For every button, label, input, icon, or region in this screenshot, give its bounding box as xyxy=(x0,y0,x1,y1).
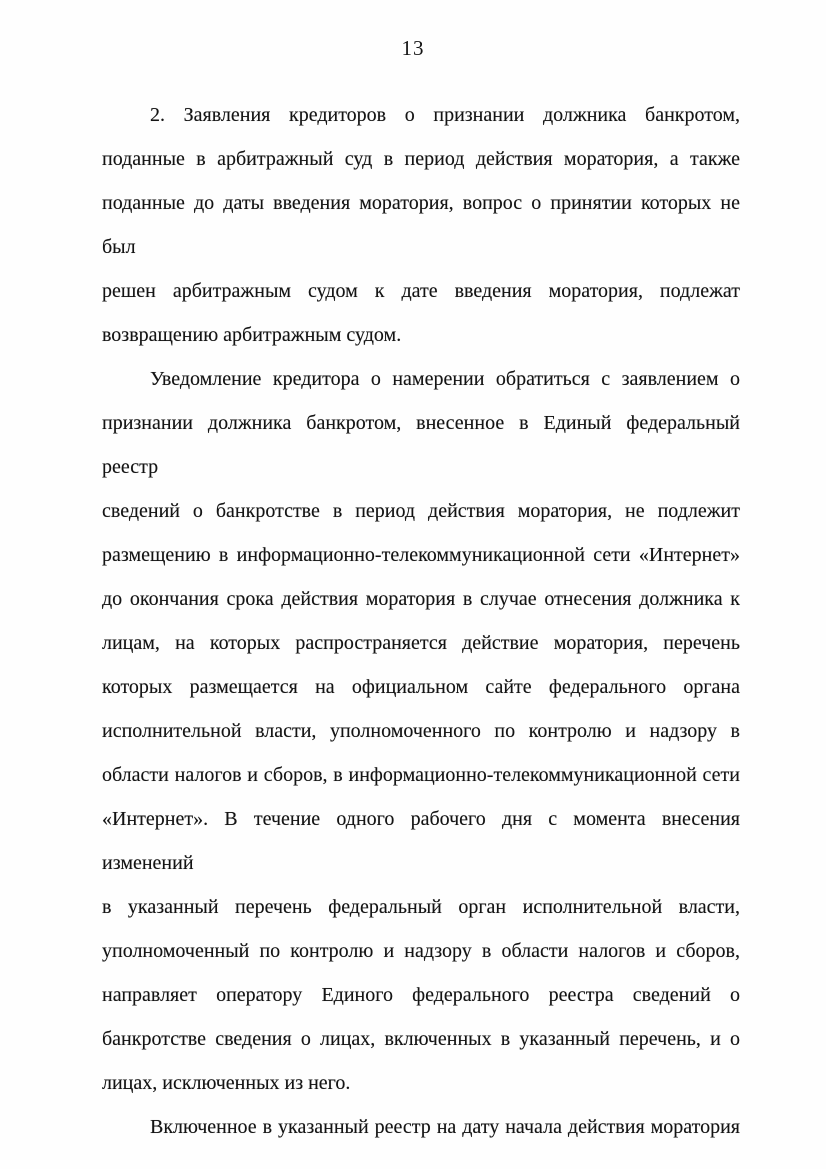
text-line: возвращению арбитражным судом. xyxy=(102,324,402,346)
text-line: области налогов и сборов, в информационно-телекоммуникационной сети xyxy=(102,764,740,786)
paragraph xyxy=(102,93,740,357)
text-line: банкротстве сведения о лицах, включенных в указанный перечень, и о xyxy=(102,1028,740,1050)
paragraph xyxy=(102,1105,740,1149)
text-line: признании должника банкротом, внесенное в Единый федеральный реестр xyxy=(102,412,740,478)
text-line: уполномоченный по контролю и надзору в области налогов и сборов, xyxy=(102,940,740,962)
text-line: которых размещается на официальном сайте федерального органа xyxy=(102,676,740,698)
paragraph xyxy=(102,357,740,1105)
text-line: направляет оператору Единого федерального реестра сведений о xyxy=(102,984,740,1006)
text-line: поданные до даты введения моратория, вопрос о принятии которых не был xyxy=(102,192,740,258)
text-line: сведений о банкротстве в период действия моратория, не подлежит xyxy=(102,500,740,522)
text-line: лицам, на которых распространяется действие моратория, перечень xyxy=(102,632,740,654)
text-line: Уведомление кредитора о намерении обратиться с заявлением о xyxy=(150,368,740,390)
document-body xyxy=(102,93,740,1149)
page-number: 13 xyxy=(401,36,425,60)
text-line: 2. Заявления кредиторов о признании должника банкротом, xyxy=(150,104,740,126)
text-line: «Интернет». В течение одного рабочего дня с момента внесения изменений xyxy=(102,808,740,874)
text-line: решен арбитражным судом к дате введения моратория, подлежат xyxy=(102,280,740,302)
text-line: Включенное в указанный реестр на дату начала действия моратория xyxy=(150,1116,740,1138)
text-line: в указанный перечень федеральный орган исполнительной власти, xyxy=(102,896,740,918)
text-line: до окончания срока действия моратория в случае отнесения должника к xyxy=(102,588,740,610)
text-line: лицах, исключенных из него. xyxy=(102,1072,351,1094)
text-line: исполнительной власти, уполномоченного по контролю и надзору в xyxy=(102,720,740,742)
text-line: поданные в арбитражный суд в период действия моратория, а также xyxy=(102,148,740,170)
text-line: размещению в информационно-телекоммуникационной сети «Интернет» xyxy=(102,544,740,566)
